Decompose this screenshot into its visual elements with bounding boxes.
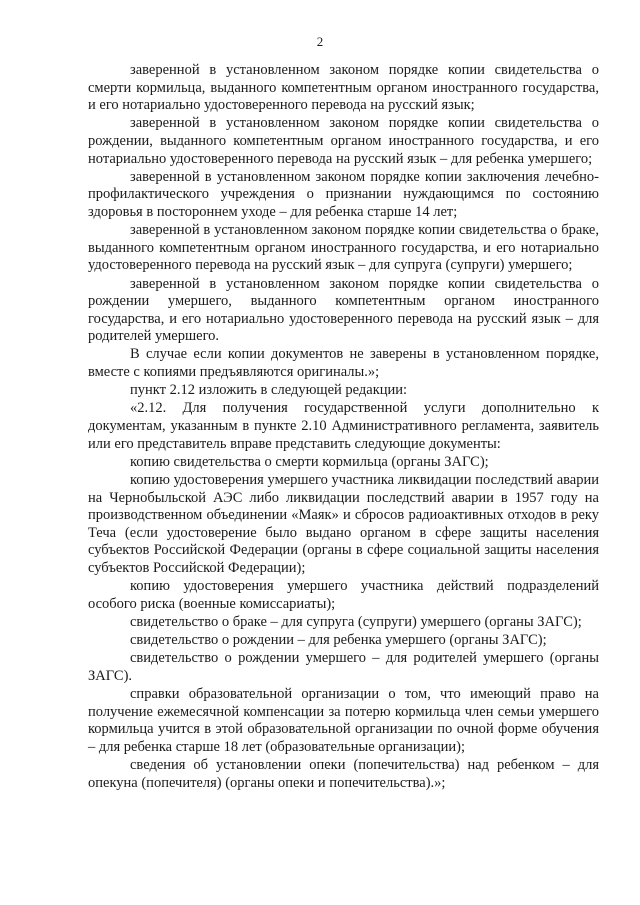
paragraph: заверенной в установленном законом порядке копии свидетельства о рождении умершего, выданного компетентным органом иностранного государства, и его нотариально удостоверенного перевода на русский язык – для родителей умершего. <box>88 275 599 345</box>
paragraph: заверенной в установленном законом порядке копии заключения лечебно-профилактического учреждения о признании нуждающимся по состоянию здоровья в постороннем уходе – для ребенка старше 14 лет; <box>88 168 599 220</box>
paragraph: свидетельство о рождении умершего – для родителей умершего (органы ЗАГС). <box>88 650 599 684</box>
paragraph: заверенной в установленном законом порядке копии свидетельства о смерти кормильца, выданного компетентным органом иностранного государства, и его нотариально удостоверенного перевода на русский язык; <box>88 62 599 114</box>
paragraph: заверенной в установленном законом порядке копии свидетельства о браке, выданного компетентным органом иностранного государства, и его нотариально удостоверенного перевода на русский язык – для супруга (супруги) умершего; <box>88 222 599 274</box>
paragraph: В случае если копии документов не заверены в установленном порядке, вместе с копиями предъявляются оригиналы.»; <box>88 346 599 381</box>
paragraph: копию удостоверения умершего участника действий подразделений особого риска (военные комиссариаты); <box>88 578 599 612</box>
paragraph: свидетельство о браке – для супруга (супруги) умершего (органы ЗАГС); <box>130 613 582 630</box>
paragraph: пункт 2.12 изложить в следующей редакции: <box>130 382 408 399</box>
document-body <box>88 62 599 793</box>
page-number: 2 <box>316 34 324 49</box>
paragraph: копию свидетельства о смерти кормильца (органы ЗАГС); <box>130 453 489 470</box>
paragraph: копию удостоверения умершего участника ликвидации последствий аварии на Чернобыльской АЭС либо ликвидации последствий аварии в 1957 году на производственном объединении «Маяк» и сбросов радиоактивных отходов в реку Теча (если удостоверение было выдано органом в сфере защиты населения субъектов Российской Федерации (органы в сфере социальной защиты населения субъектов Российской Федерации); <box>88 472 599 576</box>
paragraph: справки образовательной организации о том, что имеющий право на получение ежемесячной компенсации за потерю кормильца член семьи умершего кормильца учится в этой образовательной организации по очной форме обучения – для ребенка старше 18 лет (образовательные организации); <box>88 686 599 755</box>
paragraph: свидетельство о рождении – для ребенка умершего (органы ЗАГС); <box>130 632 547 649</box>
paragraph: «2.12. Для получения государственной услуги дополнительно к документам, указанным в пункте 2.10 Административного регламента, заявитель или его представитель вправе представить следующие документы: <box>88 400 599 452</box>
paragraph: сведения об установлении опеки (попечительства) над ребенком – для опекуна (попечителя) (органы опеки и попечительства).»; <box>88 757 599 791</box>
paragraph: заверенной в установленном законом порядке копии свидетельства о рождении, выданного компетентным органом иностранного государства, и его нотариально удостоверенного перевода на русский язык – для ребенка умершего; <box>88 115 599 167</box>
